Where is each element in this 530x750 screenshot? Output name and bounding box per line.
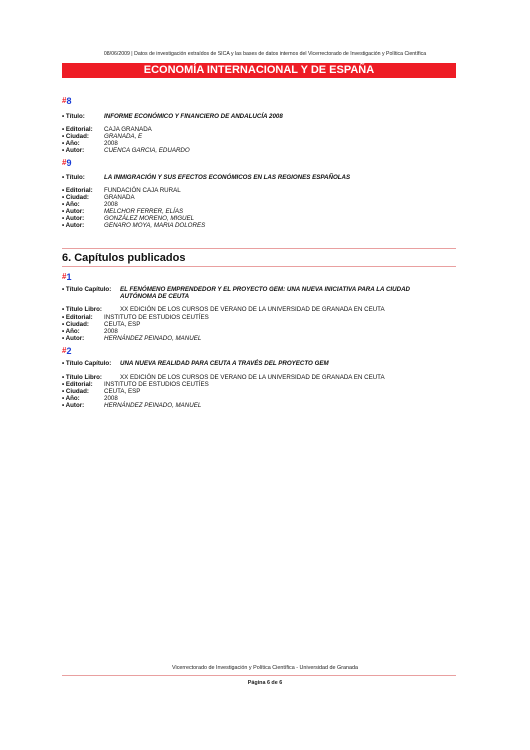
field-label: • Título: [62,174,85,181]
field-value: CEUTA, ESP [104,388,141,395]
field-label: • Autor: [62,215,85,222]
field-value: CUENCA GARCIA, EDUARDO [104,147,190,154]
field-value: GONZÁLEZ MORENO, MIGUEL [104,215,195,222]
record-number-value: 2 [66,346,72,356]
page-number: Página 6 de 6 [247,680,283,686]
record-number-value: 9 [66,158,72,168]
field-label: • Editorial: [62,187,93,194]
field-value: EL FENÓMENO EMPRENDEDOR Y EL PROYECTO GEM: UNA NUEVA INICIATIVA PARA LA CIUDAD [120,286,411,293]
hash-icon: # [62,96,67,105]
field-value: 2008 [104,140,118,147]
field-value: INSTITUTO DE ESTUDIOS CEUTÍES [104,381,209,388]
field-label: • Editorial: [62,314,93,321]
field-label: • Editorial: [62,381,93,388]
record-number [62,272,71,282]
field-value: 2008 [104,328,118,335]
field-label: • Ciudad: [62,321,89,328]
field-value: UNA NUEVA REALIDAD PARA CEUTA A TRAVÉS DEL PROYECTO GEM [120,360,329,367]
field-value: FUNDACIÓN CAJA RURAL [104,187,181,194]
field-label: • Año: [62,328,80,335]
field-value: CAJA GRANADA [104,126,152,133]
field-label: • Ciudad: [62,133,89,140]
field-label: • Título Capítulo: [62,286,112,293]
section-title: 6. Capítulos publicados [62,252,186,264]
field-value: MELCHOR FERRER, ELÍAS [104,208,184,215]
field-value: GENARO MOYA, MARIA DOLORES [104,222,206,229]
field-label: • Título Capítulo: [62,360,112,367]
field-label: • Ciudad: [62,194,89,201]
footer-institution: Vicerrectorado de Investigación y Política Científica - Universidad de Granada [172,665,358,671]
field-value: LA INMIGRACIÓN Y SUS EFECTOS ECONÓMICOS EN LAS REGIONES ESPAÑOLAS [104,174,351,181]
field-value: HERNÁNDEZ PEINADO, MANUEL [104,335,202,342]
record-number [62,158,71,168]
page-header-text: 08/06/2009 | Datos de investigación extraídos de SICA y las bases de datos internos del Vicerrectorado de Investigación y Política Científica [103,51,427,57]
field-value: AUTÓNOMA DE CEUTA [120,293,190,300]
record-number-value: 8 [66,96,72,106]
field-value: 2008 [104,395,118,402]
field-value: INSTITUTO DE ESTUDIOS CEUTÍES [104,314,209,321]
hash-icon: # [62,272,67,281]
record-number [62,346,71,356]
field-label: • Título Libro: [62,374,102,381]
field-value: XX EDICIÓN DE LOS CURSOS DE VERANO DE LA UNIVERSIDAD DE GRANADA EN CEUTA [120,374,385,381]
field-label: • Título Libro: [62,306,102,313]
field-label: • Año: [62,201,80,208]
field-label: • Autor: [62,335,85,342]
field-label: • Autor: [62,402,85,409]
field-label: • Autor: [62,147,85,154]
field-label: • Año: [62,140,80,147]
field-value: GRANADA [104,194,135,201]
field-label: • Editorial: [62,126,93,133]
hash-icon: # [62,158,67,167]
field-label: • Ciudad: [62,388,89,395]
field-value: INFORME ECONÓMICO Y FINANCIERO DE ANDALUCÍA 2008 [104,113,283,120]
field-value: 2008 [104,201,118,208]
field-label: • Autor: [62,208,85,215]
field-value: CEUTA, ESP [104,321,141,328]
section-banner: ECONOMÍA INTERNACIONAL Y DE ESPAÑA [62,63,456,78]
field-label: • Título: [62,113,85,120]
field-value: HERNÁNDEZ PEINADO, MANUEL [104,402,202,409]
record-number-value: 1 [66,272,72,282]
footer-divider [62,675,456,676]
divider [62,248,456,249]
field-label: • Año: [62,395,80,402]
field-value: GRANADA, E [104,133,143,140]
hash-icon: # [62,346,67,355]
divider [62,266,456,267]
record-number [62,96,71,106]
field-value: XX EDICIÓN DE LOS CURSOS DE VERANO DE LA UNIVERSIDAD DE GRANADA EN CEUTA [120,306,385,313]
field-label: • Autor: [62,222,85,229]
